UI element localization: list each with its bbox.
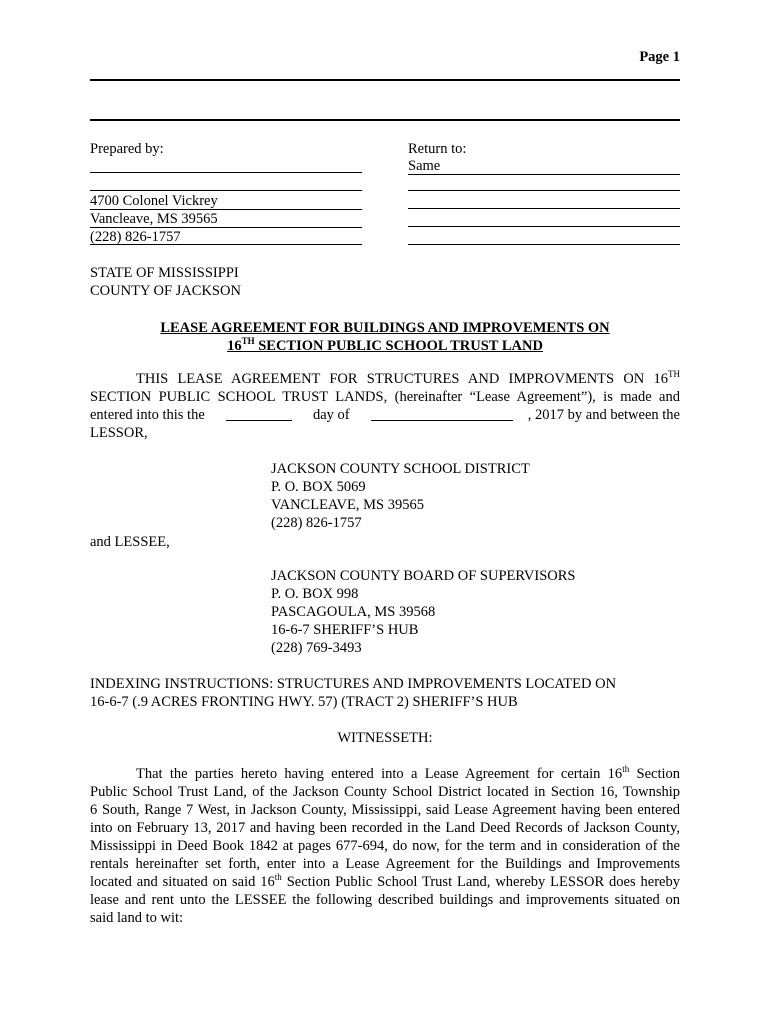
prepared-blank-line-1 (90, 172, 362, 173)
venue-county: COUNTY OF JACKSON (90, 283, 241, 299)
body-line7: located and situated on said 16th Section Public School Trust Land, whereby LESSOR does hereby (90, 872, 680, 890)
intro-line3: entered into this the day of , 2017 by and between the (90, 407, 680, 423)
body-line6: rentals hereinafter set forth, enter into a Lease Agreement for the Buildings and Improvements (90, 856, 680, 872)
venue-state: STATE OF MISSISSIPPI (90, 265, 239, 281)
day-blank (226, 406, 292, 421)
intro-line4: LESSOR, (90, 425, 148, 441)
prepared-by-label: Prepared by: (90, 141, 164, 157)
body-line4: into on February 13, 2017 and having been recorded in the Land Deed Records of Jackson County, (90, 820, 680, 836)
page-number: Page 1 (639, 49, 680, 65)
lessee-box: P. O. BOX 998 (271, 586, 359, 602)
return-to-label: Return to: (408, 141, 467, 157)
intro-line1: THIS LEASE AGREEMENT FOR STRUCTURES AND IMPROVMENTS ON 16TH (136, 369, 680, 387)
indexing-line2: 16-6-7 (.9 ACRES FRONTING HWY. 57) (TRACT 2) SHERIFF’S HUB (90, 694, 518, 710)
lessee-name: JACKSON COUNTY BOARD OF SUPERVISORS (271, 568, 576, 584)
return-line-2 (408, 190, 680, 191)
intro-line2: SECTION PUBLIC SCHOOL TRUST LANDS, (hereinafter “Lease Agreement”), is made and (90, 389, 680, 405)
lessor-phone: (228) 826-1757 (271, 515, 362, 531)
witnesseth-heading: WITNESSETH: (337, 730, 433, 746)
month-blank (371, 406, 513, 421)
body-line3: 6 South, Range 7 West, in Jackson County, Mississippi, said Lease Agreement having been entered (90, 802, 680, 818)
body-line8: lease and rent unto the LESSEE the following described buildings and improvements situated on (90, 892, 680, 908)
prepared-phone: (228) 826-1757 (90, 229, 181, 245)
body-line5: Mississippi in Deed Book 1842 at pages 677-694, do now, for the term and in consideration of the (90, 838, 680, 854)
prepared-blank-line-2 (90, 190, 362, 191)
return-line-3 (408, 208, 680, 209)
header-rule-bottom (90, 119, 680, 121)
lessee-location: 16-6-7 SHERIFF’S HUB (271, 622, 419, 638)
title-line2: 16TH SECTION PUBLIC SCHOOL TRUST LAND (227, 336, 543, 354)
prepared-address-line2: Vancleave, MS 39565 (90, 211, 218, 227)
lessee-city: PASCAGOULA, MS 39568 (271, 604, 436, 620)
body-line2: Public School Trust Land, of the Jackson County School District located in Section 16, Township (90, 784, 680, 800)
and-lessee-label: and LESSEE, (90, 534, 170, 550)
lessee-phone: (228) 769-3493 (271, 640, 362, 656)
return-line-4 (408, 226, 680, 227)
prepared-address-line1: 4700 Colonel Vickrey (90, 193, 218, 209)
return-to-value: Same (408, 158, 441, 174)
prepared-line-5 (90, 244, 362, 245)
indexing-line1: INDEXING INSTRUCTIONS: STRUCTURES AND IMPROVEMENTS LOCATED ON (90, 676, 617, 692)
return-line-1 (408, 174, 680, 175)
lessor-name: JACKSON COUNTY SCHOOL DISTRICT (271, 461, 530, 477)
body-line1: That the parties hereto having entered into a Lease Agreement for certain 16th Section (136, 764, 680, 782)
header-rule-top (90, 79, 680, 81)
return-line-5 (408, 244, 680, 245)
lessor-city: VANCLEAVE, MS 39565 (271, 497, 424, 513)
body-line9: said land to wit: (90, 910, 184, 926)
lessor-box: P. O. BOX 5069 (271, 479, 366, 495)
title-line1: LEASE AGREEMENT FOR BUILDINGS AND IMPROVEMENTS ON (160, 320, 610, 336)
